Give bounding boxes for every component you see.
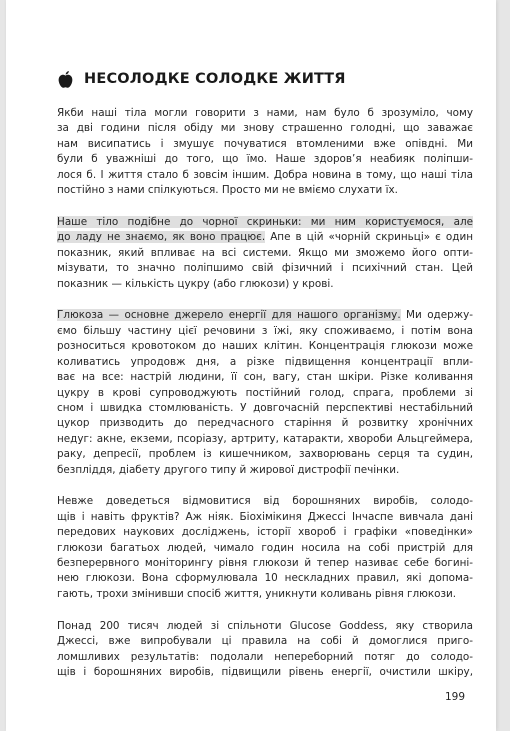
text-line: щів і борошняних виробів, підвищили рівень енергії, очистили шкіру, xyxy=(57,666,473,678)
text-line: лося б. І життя стало б зовсім іншим. Добра новина в тому, що наші тіла xyxy=(57,168,473,181)
text-line xyxy=(57,215,473,230)
paragraph xyxy=(57,215,473,292)
section-title: НЕСОЛОДКЕ СОЛОДКЕ ЖИТТЯ xyxy=(84,71,346,87)
highlighted-text: Глюкоза — основне джерело енергії для нашого організму. xyxy=(57,309,401,322)
paragraph xyxy=(57,494,473,602)
text-line: ває на все: настрій людини, її сон, вагу, стан шкіри. Різке коливання xyxy=(57,371,473,384)
text-line: постійно з нами спілкуються. Просто ми не вміємо слухати їх. xyxy=(57,184,398,197)
text-line: безперервного моніторингу рівня глюкози й тепер називає себе богині- xyxy=(57,557,473,570)
paragraph xyxy=(57,619,473,681)
text-line: сном і швидка стомлюваність. У довгочасній перспективі нестабільний xyxy=(57,401,473,414)
text-line: раку, депресії, проблем із кишечником, захворювань серця та судин, xyxy=(57,448,473,461)
article-body xyxy=(57,106,473,680)
text-line: недуг: акне, екземи, псоріазу, артриту, катаракти, хвороби Альцгеймера, xyxy=(57,432,473,445)
text-line: щів і навіть фруктів? Аж ніяк. Біохімікиня Джессі Інчаспе вивчала дані xyxy=(57,510,473,523)
page-number: 199 xyxy=(445,691,466,703)
text-line: були б уважніші до того, що їмо. Наше здоров’я неабияк поліпши- xyxy=(57,153,473,166)
text-line: мізувати, то значно поліпшимо свій фізичний і психічний стан. Цей xyxy=(57,262,473,275)
highlighted-text: до ладу не знаємо, як воно працює. xyxy=(57,231,266,244)
text-line: гають, трохи змінивши спосіб життя, уникнути коливань рівня глюкози. xyxy=(57,587,457,600)
paragraph xyxy=(57,106,473,198)
text-line: розноситься кровотоком до наших клітин. Концентрація глюкози може xyxy=(57,340,473,353)
text-line: глюкози багатьох людей, чимало годин носила на собі пристрій для xyxy=(57,541,473,554)
text-line: Джессі, вже випробували ці правила на собі й домоглися приго- xyxy=(57,635,473,648)
text-line: передових наукових досліджень, історії хвороб і графіки «поведінки» xyxy=(57,526,473,539)
text-line: безпліддя, діабету другого типу й жирової дистрофії печінки. xyxy=(57,463,400,476)
section-heading xyxy=(57,66,466,92)
text-line: нею глюкози. Вона сформулювала 10 нескладних правил, які допома- xyxy=(57,572,473,585)
apple-icon xyxy=(57,70,74,89)
text-line: показник — кількість цукру (або глюкози) у крові. xyxy=(57,277,334,290)
text-line: показник, який впливає на всі системи. Якщо ми зможемо його опти- xyxy=(57,246,473,259)
paragraph xyxy=(57,308,473,477)
text-line: нам висипатись і змушує почуватися втомленими вже опівдні. Ми xyxy=(57,137,473,150)
text-line: цукор призводить до передчасного старіння й розвитку хронічних xyxy=(57,417,473,430)
text-line: Якби наші тіла могли говорити з нами, нам було б зрозуміло, чому xyxy=(57,107,473,119)
text-line: ємо більшу частину цієї речовини з їжі, яку споживаємо, і потім вона xyxy=(57,324,473,337)
text-line: до ладу не знаємо, як воно працює. Апе в цій «чорній скриньці» є один xyxy=(57,231,473,244)
text-line: Понад 200 тисяч людей зі спільноти Glucose Goddess, яку створила xyxy=(57,619,473,632)
text-line: Невже доведеться відмовитися від борошняних виробів, солодо- xyxy=(57,495,473,508)
text-line: за дві години після обіду ми знову страшенно голодні, що заважає xyxy=(57,122,473,135)
text-line: цукру в крові супроводжують постійний голод, спрага, проблеми зі xyxy=(57,386,473,399)
book-page xyxy=(6,0,496,731)
text-line: ломшливих результатів: подолали непереборний потяг до солодо- xyxy=(57,650,473,663)
text-line: Глюкоза — основне джерело енергії для нашого організму. Ми одержу- xyxy=(57,309,473,322)
highlighted-text: Наше тіло подібне до чорної скриньки: ми ним користуємося, але xyxy=(57,215,473,228)
text-line: коливатись упродовж дня, а різке підвищення концентрації впли- xyxy=(57,355,473,368)
